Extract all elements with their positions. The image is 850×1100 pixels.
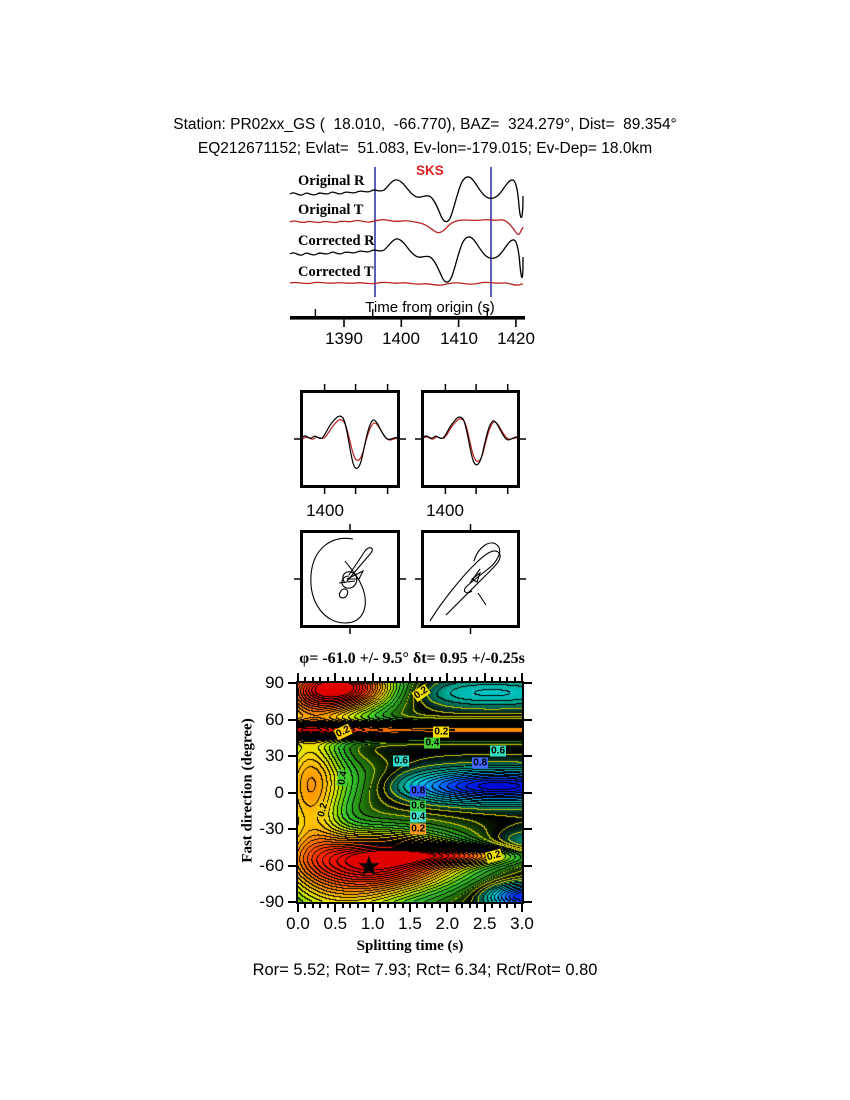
axis-tick-mark xyxy=(379,904,381,908)
axis-tick-mark xyxy=(364,904,366,908)
contour-y-tick-60: 60 xyxy=(265,709,284,729)
axis-tick-mark xyxy=(446,904,448,912)
axis-tick-mark xyxy=(506,677,508,681)
axis-tick-mark xyxy=(349,904,351,908)
axis-tick-mark xyxy=(334,904,336,912)
axis-tick-mark xyxy=(402,904,404,908)
waveform-compare-box-left xyxy=(300,390,400,488)
axis-tick-mark xyxy=(524,682,532,684)
contour-x-tick-2.5: 2.5 xyxy=(472,914,497,933)
contour-level-label: 0.4 xyxy=(425,737,440,749)
particle-motion-curve xyxy=(311,538,372,623)
contour-level-label: 0.6 xyxy=(411,800,426,812)
time-axis-line xyxy=(290,316,525,320)
axis-tick-mark xyxy=(409,673,411,681)
axis-tick-mark xyxy=(402,677,404,681)
time-tick-1410: 1410 xyxy=(440,329,478,348)
axis-tick-mark xyxy=(357,904,359,908)
contour-level-label: 0.2 xyxy=(412,684,431,702)
axis-tick-mark xyxy=(387,677,389,681)
contour-x-tick-1.5: 1.5 xyxy=(398,914,422,933)
axis-tick-mark xyxy=(409,904,411,912)
time-axis-title: Time from origin (s) xyxy=(365,299,495,316)
axis-tick-mark xyxy=(521,673,523,681)
time-tick-1400: 1400 xyxy=(382,329,420,348)
axis-tick-mark xyxy=(524,828,532,830)
axis-tick-mark xyxy=(524,719,532,721)
axis-tick-mark xyxy=(454,904,456,908)
contour-y-tick-0: 0 xyxy=(274,782,284,802)
contour-y-axis-title: Fast direction (degree) xyxy=(239,718,256,863)
contour-level-label: 0.8 xyxy=(473,757,488,769)
axis-tick-mark xyxy=(524,755,532,757)
contour-level-label: 0.2 xyxy=(334,723,352,740)
compare-trace-black xyxy=(424,417,517,465)
contour-level-label: 0.4 xyxy=(411,811,426,823)
trace-corrected-t xyxy=(290,282,523,285)
axis-tick-mark xyxy=(446,673,448,681)
compare-right-time-label: 1400 xyxy=(426,501,464,520)
contour-level-label: 0.2 xyxy=(411,823,426,835)
contour-y-tick-30: 30 xyxy=(265,746,284,765)
axis-tick-mark xyxy=(288,865,296,867)
axis-tick-mark xyxy=(349,677,351,681)
axis-tick-mark xyxy=(491,677,493,681)
axis-tick-mark xyxy=(312,677,314,681)
axis-tick-mark xyxy=(327,677,329,681)
axis-tick-mark xyxy=(288,755,296,757)
axis-tick-mark xyxy=(484,904,486,912)
axis-tick-mark xyxy=(372,904,374,912)
contour-y-tick-90: 90 xyxy=(265,673,284,692)
trace-label-original-r: Original R xyxy=(298,173,365,189)
trace-label-corrected-r: Corrected R xyxy=(298,233,375,249)
contour-y-tick--60: -60 xyxy=(259,855,284,875)
contour-level-label: 0.2 xyxy=(315,801,330,818)
contour-x-tick-2.0: 2.0 xyxy=(435,914,460,933)
axis-tick-mark xyxy=(357,677,359,681)
axis-tick-mark xyxy=(431,904,433,908)
axis-tick-mark xyxy=(372,673,374,681)
contour-level-label: 0.4 xyxy=(336,770,350,786)
axis-tick-mark xyxy=(379,677,381,681)
axis-tick-mark xyxy=(416,677,418,681)
axis-tick-mark xyxy=(499,677,501,681)
contour-level-label: 0.2 xyxy=(434,726,449,738)
axis-tick-mark xyxy=(524,865,532,867)
phase-label-sks: SKS xyxy=(416,163,444,178)
axis-tick-mark xyxy=(288,792,296,794)
axis-tick-mark xyxy=(297,904,299,912)
trace-original-t xyxy=(290,220,523,235)
axis-tick-mark xyxy=(524,901,532,903)
axis-tick-mark xyxy=(439,677,441,681)
particle-motion-curve xyxy=(430,543,500,621)
axis-tick-mark xyxy=(476,904,478,908)
axis-tick-mark xyxy=(499,904,501,908)
axis-tick-mark xyxy=(288,828,296,830)
axis-tick-mark xyxy=(342,677,344,681)
axis-tick-mark xyxy=(342,904,344,908)
compare-trace-red xyxy=(424,419,517,462)
trace-label-corrected-t: Corrected T xyxy=(298,264,374,280)
axis-tick-mark xyxy=(461,904,463,908)
axis-tick-mark xyxy=(304,904,306,908)
contour-level-label: 0.2 xyxy=(485,848,502,863)
axis-tick-mark xyxy=(454,677,456,681)
trace-corrected-r xyxy=(290,237,523,282)
compare-trace-red xyxy=(303,420,397,461)
axis-tick-mark xyxy=(288,719,296,721)
axis-tick-mark xyxy=(304,677,306,681)
station-info-line: Station: PR02xx_GS ( 18.010, -66.770), BAZ= 324.279°, Dist= 89.354° xyxy=(173,116,677,133)
axis-tick-mark xyxy=(297,673,299,681)
contour-y-tick--30: -30 xyxy=(259,819,284,838)
contour-x-tick-0.0: 0.0 xyxy=(286,914,310,933)
waveform-compare-box-right xyxy=(421,390,520,488)
time-tick-1390: 1390 xyxy=(325,329,363,348)
axis-tick-mark xyxy=(424,904,426,908)
axis-tick-mark xyxy=(334,673,336,681)
trace-label-original-t: Original T xyxy=(298,202,364,218)
particle-motion-box-corrected xyxy=(421,530,520,628)
axis-tick-mark xyxy=(491,904,493,908)
contour-x-tick-1.0: 1.0 xyxy=(360,914,385,933)
axis-tick-mark xyxy=(476,677,478,681)
axis-tick-mark xyxy=(288,901,296,903)
axis-tick-mark xyxy=(431,677,433,681)
axis-tick-mark xyxy=(469,904,471,908)
axis-tick-mark xyxy=(312,904,314,908)
axis-tick-mark xyxy=(514,904,516,908)
contour-x-tick-0.5: 0.5 xyxy=(323,914,348,933)
axis-tick-mark xyxy=(469,677,471,681)
contour-x-tick-3.0: 3.0 xyxy=(510,914,534,933)
axis-tick-mark xyxy=(424,677,426,681)
particle-motion-box-original xyxy=(300,530,400,628)
axis-tick-mark xyxy=(288,682,296,684)
splitting-result-title: φ= -61.0 +/- 9.5° δt= 0.95 +/-0.25s xyxy=(299,650,525,667)
axis-tick-mark xyxy=(394,677,396,681)
trace-original-r xyxy=(290,177,523,222)
axis-tick-mark xyxy=(521,904,523,912)
axis-tick-mark xyxy=(484,673,486,681)
axis-tick-mark xyxy=(319,677,321,681)
axis-tick-mark xyxy=(364,677,366,681)
axis-tick-mark xyxy=(461,677,463,681)
axis-tick-mark xyxy=(524,792,532,794)
axis-tick-mark xyxy=(327,904,329,908)
time-tick-1420: 1420 xyxy=(497,329,535,348)
axis-tick-mark xyxy=(387,904,389,908)
axis-tick-mark xyxy=(416,904,418,908)
axis-tick-mark xyxy=(439,904,441,908)
axis-tick-mark xyxy=(514,677,516,681)
misfit-contour-plot xyxy=(296,681,524,904)
quality-stats-line: Ror= 5.52; Rot= 7.93; Rct= 6.34; Rct/Rot= 0.80 xyxy=(252,961,598,979)
contour-level-label: 0.6 xyxy=(394,755,408,767)
contour-level-label: 0.6 xyxy=(491,745,506,757)
axis-tick-mark xyxy=(506,904,508,908)
axis-tick-mark xyxy=(394,904,396,908)
axis-tick-mark xyxy=(319,904,321,908)
event-info-line: EQ212671152; Evlat= 51.083, Ev-lon=-179.015; Ev-Dep= 18.0km xyxy=(197,140,653,157)
contour-y-tick--90: -90 xyxy=(259,892,284,911)
time-axis-major-ticks xyxy=(344,320,516,327)
contour-x-axis-title: Splitting time (s) xyxy=(356,938,464,954)
contour-level-label: 0.8 xyxy=(411,785,426,797)
compare-left-time-label: 1400 xyxy=(306,501,344,520)
